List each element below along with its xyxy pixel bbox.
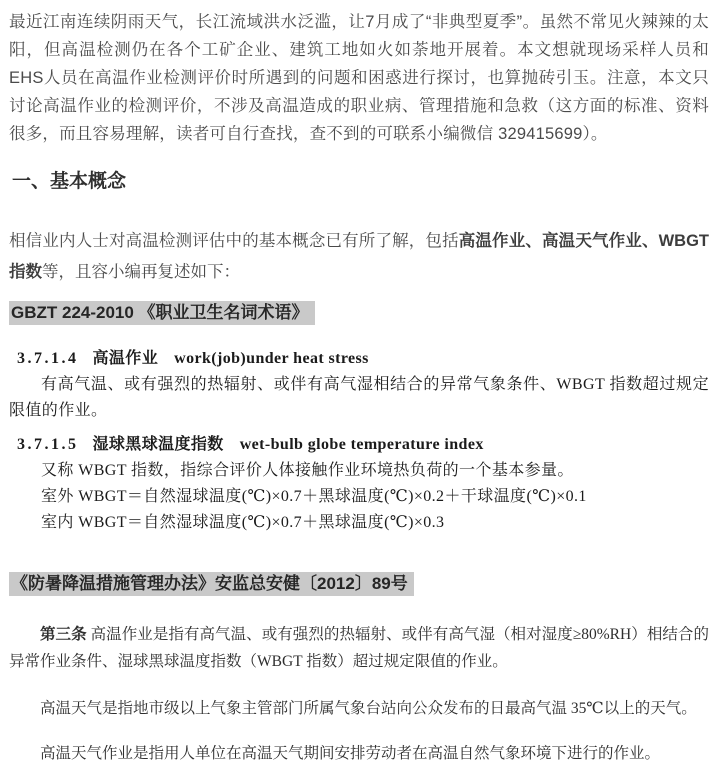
term-definition: 有高气温、或有强烈的热辐射、或伴有高气湿相结合的异常气象条件、WBGT 指数超过规定限值的作业。: [9, 376, 709, 419]
wbgt-formula-indoor: 室内 WBGT＝自然湿球温度(℃)×0.7＋黑球温度(℃)×0.3: [41, 514, 445, 531]
hot-weather-definition-paragraph: 高温天气是指地市级以上气象主管部门所属气象台站向公众发布的日最高气温 35℃以上的天气。: [40, 700, 697, 717]
lead-bold-terms: 高温作业、高温天气作业、WBGT指数: [9, 232, 709, 281]
lead-paragraph: [9, 226, 709, 288]
term-english: wet-bulb globe temperature index: [239, 436, 484, 453]
lead-prefix: 相信业内人士对高温检测评估中的基本概念已有所了解，包括: [9, 232, 459, 250]
term-name: 湿球黑球温度指数: [92, 436, 224, 453]
highlighted-heading-gbzt-text: GBZT 224-2010 《职业卫生名词术语》: [9, 301, 315, 325]
term-line-3715: [17, 432, 709, 458]
intro-paragraph: 最近江南连续阴雨天气，长江流域洪水泛滥，让7月成了“非典型夏季”。虽然不常见火辣辣的太阳，但高温检测仍在各个工矿企业、建筑工地如火如荼地开展着。本文想就现场采样人员和EHS人员在高温作业检测评价时所遇到的问题和困惑进行探讨，也算抛砖引玉。注意，本文只讨论高温作业的检测评价，不涉及高温造成的职业病、管理措施和急救（这方面的标准、资料很多，而且容易理解，读者可自行查找，查不到的可联系小编微信 329415699）。: [9, 13, 709, 143]
term-name: 高温作业: [92, 350, 159, 367]
hot-weather-work-definition-paragraph: 高温天气作业是指用人单位在高温天气期间安排劳动者在高温自然气象环境下进行的作业。: [40, 745, 661, 762]
lead-suffix: 等，且容小编再复述如下：: [42, 263, 240, 281]
article3-paragraph: [9, 621, 709, 675]
section-heading-basic-concepts: 一、基本概念: [12, 171, 127, 192]
term-english: work(job)under heat stress: [174, 350, 369, 367]
term-definition: 又称 WBGT 指数，指综合评价人体接触作业环境热负荷的一个基本参量。: [41, 462, 574, 479]
scan-cutoff-artifact: [19, 536, 709, 544]
scanned-standard-excerpt: [9, 346, 709, 544]
regulation-text-block: [9, 621, 709, 767]
wbgt-formula-outdoor: 室外 WBGT＝自然湿球温度(℃)×0.7＋黑球温度(℃)×0.2＋干球温度(℃)×0.1: [41, 488, 587, 505]
article3-label: 第三条: [40, 626, 87, 643]
highlighted-heading-regulation: [9, 571, 709, 596]
term-number: 3.7.1.4: [17, 350, 79, 367]
highlighted-heading-gbzt: [9, 300, 709, 325]
term-number: 3.7.1.5: [17, 436, 79, 453]
term-line-3714: [17, 346, 709, 372]
article3-text: 高温作业是指有高气温、或有强烈的热辐射、或伴有高气湿（相对湿度≥80%RH）相结合的异常作业条件、湿球黑球温度指数（WBGT 指数）超过规定限值的作业。: [9, 626, 709, 670]
highlighted-heading-regulation-text: 《防暑降温措施管理办法》安监总安健〔2012〕89号: [9, 572, 414, 596]
